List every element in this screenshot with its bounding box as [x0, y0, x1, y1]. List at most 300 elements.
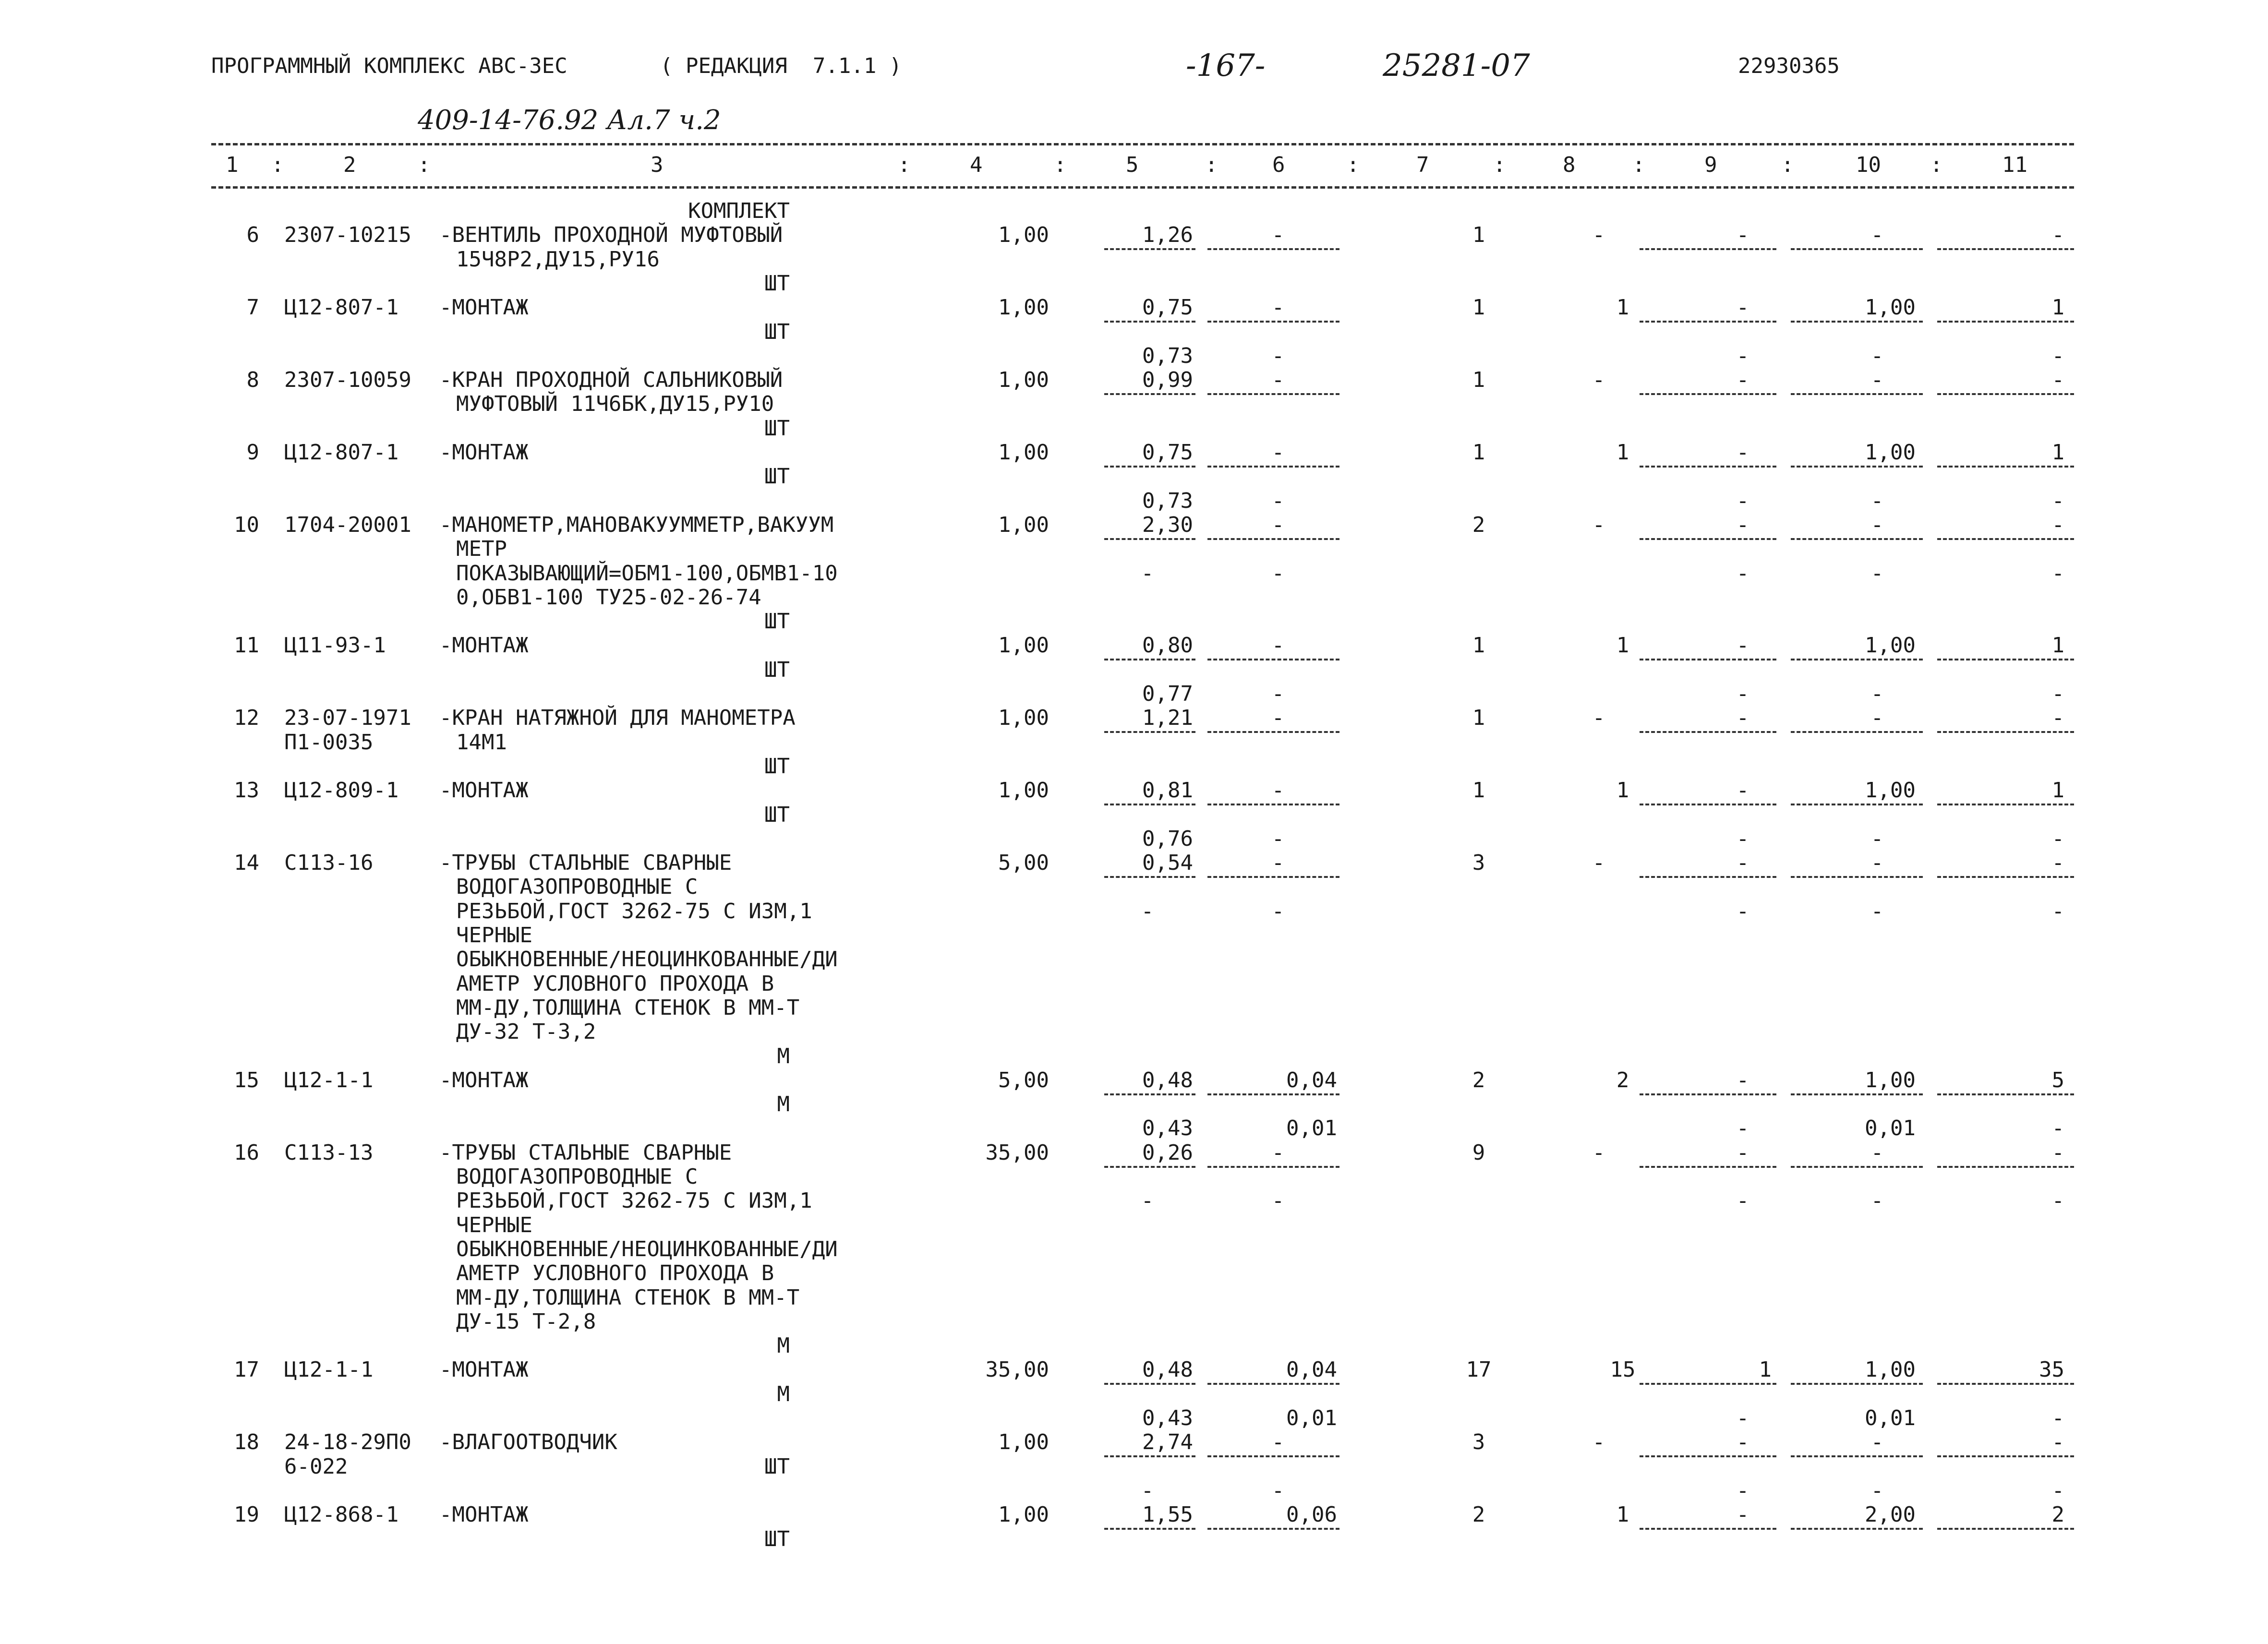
subtotal-rule [1791, 538, 1923, 540]
column-header-7: 7 [1416, 153, 1429, 177]
cell: -ВЛАГООТВОДЧИК [439, 1430, 617, 1455]
subtotal-rule [1640, 466, 1776, 468]
cell: 1 [1616, 633, 1629, 658]
subtotal-rule [1207, 1383, 1339, 1385]
subtotal-rule [1640, 659, 1776, 660]
cell: 2307-10059 [284, 368, 411, 393]
cell: - [1736, 1140, 1749, 1165]
subtotal-rule [1791, 1166, 1923, 1168]
cell: ВОДОГАЗОПРОВОДНЫЕ С [456, 875, 698, 900]
cell: - [1592, 1140, 1605, 1165]
subtotal-rule [1640, 248, 1776, 250]
cell: 2 [1472, 512, 1485, 537]
cell: 1 [1472, 633, 1485, 658]
column-separator: : [1930, 153, 1943, 177]
subtotal-rule [1104, 1166, 1195, 1168]
cell: 14М1 [456, 730, 507, 755]
cell: 17 [234, 1357, 259, 1382]
subtotal-rule [1640, 1093, 1776, 1095]
cell: - [1870, 682, 1884, 706]
subtotal-rule [1791, 1383, 1923, 1385]
header-rule-bottom [211, 186, 2074, 189]
cell: 0,54 [1142, 851, 1193, 876]
cell: Ц12-1-1 [284, 1357, 374, 1382]
subtotal-rule [1104, 466, 1195, 468]
cell: 0,43 [1142, 1116, 1193, 1141]
subtotal-rule [1104, 321, 1195, 323]
subtotal-rule [1937, 393, 2074, 395]
cell: -КРАН ПРОХОДНОЙ САЛЬНИКОВЫЙ [439, 368, 783, 393]
cell: ШТ [764, 464, 790, 489]
cell: 11 [234, 633, 259, 658]
cell: - [1271, 682, 1285, 706]
subtotal-rule [1937, 1455, 2074, 1457]
cell: -МОНТАЖ [439, 1357, 529, 1382]
cell: 0,99 [1142, 368, 1193, 393]
cell: -МОНТАЖ [439, 1502, 529, 1527]
cell: - [2051, 682, 2064, 706]
cell: ММ-ДУ,ТОЛЩИНА СТЕНОК В ММ-Т [456, 995, 800, 1020]
cell: - [1870, 899, 1884, 924]
subtotal-rule [1791, 1093, 1923, 1095]
cell: 14 [234, 851, 259, 876]
subtotal-rule [1937, 804, 2074, 805]
cell: - [1141, 1188, 1154, 1213]
cell: 1 [1472, 295, 1485, 320]
subtotal-rule [1937, 466, 2074, 468]
cell: 1 [1616, 440, 1629, 465]
cell: 1,00 [998, 223, 1049, 248]
subtotal-rule [1207, 804, 1339, 805]
edition-label: ( РЕДАКЦИЯ 7.1.1 ) [660, 54, 902, 78]
cell: 35 [2039, 1357, 2064, 1382]
subtotal-rule [1207, 321, 1339, 323]
cell: 9 [1472, 1140, 1485, 1165]
cell: 1,00 [1865, 633, 1916, 658]
cell: 1 [2051, 295, 2064, 320]
cell: -ТРУБЫ СТАЛЬНЫЕ СВАРНЫЕ [439, 851, 732, 876]
cell: - [1271, 295, 1285, 320]
cell: ММ-ДУ,ТОЛЩИНА СТЕНОК В ММ-Т [456, 1285, 800, 1310]
column-header-4: 4 [970, 153, 983, 177]
cell: ШТ [764, 1526, 790, 1551]
program-title: ПРОГРАММНЫЙ КОМПЛЕКС АВС-3ЕС [211, 54, 567, 78]
cell: - [2051, 223, 2064, 248]
cell: - [1271, 343, 1285, 368]
cell: - [1736, 633, 1749, 658]
subtotal-rule [1791, 876, 1923, 878]
cell: - [1870, 851, 1884, 876]
cell: 1,00 [998, 295, 1049, 320]
cell: - [1736, 1188, 1749, 1213]
cell: ШТ [764, 609, 790, 634]
cell: 6 [246, 223, 259, 248]
cell: - [1271, 826, 1285, 851]
column-header-9: 9 [1704, 153, 1717, 177]
page-number: -167- [1186, 48, 1266, 84]
subtotal-rule [1640, 1383, 1776, 1385]
subtotal-rule [1207, 731, 1339, 733]
cell: - [2051, 561, 2064, 586]
cell: 9 [246, 440, 259, 465]
cell: 12 [234, 706, 259, 731]
cell: 1 [1472, 778, 1485, 803]
cell: - [2051, 512, 2064, 537]
cell: - [1736, 440, 1749, 465]
cell: ОБЫКНОВЕННЫЕ/НЕОЦИНКОВАННЫЕ/ДИ [456, 947, 838, 972]
cell: 1 [2051, 440, 2064, 465]
cell: ШТ [764, 657, 790, 682]
cell: Ц12-1-1 [284, 1068, 374, 1092]
cell: 1,21 [1142, 706, 1193, 731]
cell: С113-16 [284, 851, 374, 876]
cell: 0,43 [1142, 1406, 1193, 1430]
cell: - [1592, 851, 1605, 876]
subtotal-rule [1937, 321, 2074, 323]
subtotal-rule [1207, 659, 1339, 660]
subtotal-rule [1640, 321, 1776, 323]
cell: ШТ [764, 271, 790, 296]
subtotal-rule [1937, 538, 2074, 540]
cell: - [1271, 440, 1285, 465]
column-separator: : [271, 153, 284, 177]
cell: 2,00 [1865, 1502, 1916, 1527]
column-separator: : [1205, 153, 1218, 177]
cell: ШТ [764, 319, 790, 344]
cell: - [1592, 706, 1605, 731]
cell: 23-07-1971 [284, 706, 411, 731]
cell: - [2051, 851, 2064, 876]
cell: - [1271, 223, 1285, 248]
cell: 2 [1616, 1068, 1629, 1092]
cell: ШТ [764, 802, 790, 827]
cell: 35,00 [985, 1357, 1049, 1382]
column-header-10: 10 [1856, 153, 1881, 177]
cell: П1-0035 [284, 730, 374, 755]
cell: 24-18-29П0 [284, 1430, 411, 1455]
subtotal-rule [1640, 731, 1776, 733]
subtotal-rule [1640, 1166, 1776, 1168]
column-header-3: 3 [651, 153, 664, 177]
cell: 1 [1472, 368, 1485, 393]
cell: 2307-10215 [284, 223, 411, 248]
cell: 1,00 [998, 368, 1049, 393]
subtotal-rule [1791, 393, 1923, 395]
subtotal-rule [1207, 1093, 1339, 1095]
column-header-2: 2 [343, 153, 356, 177]
cell: 0,01 [1286, 1116, 1337, 1141]
cell: ЧЕРНЫЕ [456, 923, 532, 948]
cell: -МАНОМЕТР,МАНОВАКУУММЕТР,ВАКУУМ [439, 512, 834, 537]
cell: РЕЗЬБОЙ,ГОСТ 3262-75 С ИЗМ,1 [456, 1188, 812, 1213]
subtotal-rule [1791, 1455, 1923, 1457]
cell: 0,04 [1286, 1357, 1337, 1382]
cell: 1,00 [998, 1430, 1049, 1455]
subtotal-rule [1791, 1528, 1923, 1530]
cell: - [2051, 488, 2064, 513]
cell: 17 [1466, 1357, 1492, 1382]
cell: - [1141, 561, 1154, 586]
cell: 0,04 [1286, 1068, 1337, 1092]
subtotal-rule [1104, 1383, 1195, 1385]
cell: 1,00 [1865, 295, 1916, 320]
cell: - [2051, 1406, 2064, 1430]
subtotal-rule [1104, 876, 1195, 878]
cell: - [2051, 1188, 2064, 1213]
cell: - [1736, 1478, 1749, 1503]
cell: - [1736, 1502, 1749, 1527]
cell: ВОДОГАЗОПРОВОДНЫЕ С [456, 1164, 698, 1189]
cell: 1,00 [998, 778, 1049, 803]
cell: 1,00 [1865, 440, 1916, 465]
column-separator: : [1632, 153, 1645, 177]
subtotal-rule [1937, 876, 2074, 878]
subtotal-rule [1937, 1093, 2074, 1095]
cell: 1 [2051, 633, 2064, 658]
cell: 18 [234, 1430, 259, 1455]
cell: - [1736, 851, 1749, 876]
subtotal-rule [1104, 1093, 1195, 1095]
cell: 1 [2051, 778, 2064, 803]
cell: 0,75 [1142, 295, 1193, 320]
cell: 3 [1472, 851, 1485, 876]
subtotal-rule [1104, 248, 1195, 250]
column-separator: : [1493, 153, 1506, 177]
subtotal-rule [1207, 876, 1339, 878]
cell: С113-13 [284, 1140, 374, 1165]
cell: АМЕТР УСЛОВНОГО ПРОХОДА В [456, 1261, 774, 1286]
cell: 2 [2051, 1502, 2064, 1527]
cell: - [1141, 899, 1154, 924]
cell: ДУ-15 Т-2,8 [456, 1309, 596, 1334]
cell: 3 [1472, 1430, 1485, 1455]
cell: 0,48 [1142, 1068, 1193, 1092]
cell: - [1271, 899, 1285, 924]
column-separator: : [1347, 153, 1360, 177]
cell: 1 [1472, 223, 1485, 248]
cell: 0,75 [1142, 440, 1193, 465]
cell: 1 [1472, 706, 1485, 731]
subtotal-rule [1640, 876, 1776, 878]
cell: - [2051, 1478, 2064, 1503]
cell: - [1736, 1068, 1749, 1092]
cell: 10 [234, 512, 259, 537]
cell: - [1736, 343, 1749, 368]
cell: 6-022 [284, 1454, 348, 1479]
cell: 1,00 [1865, 1357, 1916, 1382]
cell: - [1870, 512, 1884, 537]
column-separator: : [418, 153, 431, 177]
cell: 1,26 [1142, 223, 1193, 248]
cell: Ц12-868-1 [284, 1502, 399, 1527]
cell: - [2051, 1116, 2064, 1141]
cell: - [1271, 706, 1285, 731]
cell: - [1736, 1116, 1749, 1141]
cell: М [777, 1044, 790, 1068]
cell: ШТ [764, 754, 790, 779]
cell: - [1271, 368, 1285, 393]
subtotal-rule [1791, 731, 1923, 733]
cell: - [1736, 512, 1749, 537]
cell: -ТРУБЫ СТАЛЬНЫЕ СВАРНЫЕ [439, 1140, 732, 1165]
cell: ДУ-32 Т-3,2 [456, 1020, 596, 1044]
cell: Ц12-807-1 [284, 295, 399, 320]
cell: 2,74 [1142, 1430, 1193, 1455]
cell: 0,06 [1286, 1502, 1337, 1527]
subtotal-rule [1104, 804, 1195, 805]
cell: 1,00 [1865, 778, 1916, 803]
cell: РЕЗЬБОЙ,ГОСТ 3262-75 С ИЗМ,1 [456, 899, 812, 924]
cell: 1 [1759, 1357, 1772, 1382]
document-number: 25281-07 [1383, 48, 1530, 84]
subtotal-rule [1791, 466, 1923, 468]
project-subtitle: 409-14-76.92 Ал.7 ч.2 [418, 105, 721, 136]
cell: 2 [1472, 1068, 1485, 1092]
cell: - [1736, 826, 1749, 851]
cell: ЧЕРНЫЕ [456, 1212, 532, 1237]
cell: - [2051, 1430, 2064, 1455]
cell: 0,01 [1286, 1406, 1337, 1430]
cell: - [1271, 512, 1285, 537]
cell: - [1736, 1430, 1749, 1455]
cell: 1,55 [1142, 1502, 1193, 1527]
cell: - [1271, 1430, 1285, 1455]
cell: 16 [234, 1140, 259, 1165]
subtotal-rule [1937, 1166, 2074, 1168]
cell: 5 [2051, 1068, 2064, 1092]
subtotal-rule [1791, 321, 1923, 323]
cell: - [2051, 899, 2064, 924]
cell: 1,00 [1865, 1068, 1916, 1092]
cell: 0,80 [1142, 633, 1193, 658]
cell: - [1736, 561, 1749, 586]
cell: - [1870, 343, 1884, 368]
cell: - [1271, 1140, 1285, 1165]
cell: 0,73 [1142, 343, 1193, 368]
cell: - [2051, 343, 2064, 368]
cell: - [1592, 223, 1605, 248]
cell: - [2051, 1140, 2064, 1165]
column-header-8: 8 [1563, 153, 1576, 177]
subtotal-rule [1791, 804, 1923, 805]
subtotal-rule [1640, 804, 1776, 805]
cell: КОМПЛЕКТ [688, 199, 790, 223]
cell: - [1870, 1188, 1884, 1213]
subtotal-rule [1104, 393, 1195, 395]
cell: - [1592, 368, 1605, 393]
column-separator: : [1781, 153, 1794, 177]
cell: 19 [234, 1502, 259, 1527]
cell: - [1271, 561, 1285, 586]
subtotal-rule [1207, 393, 1339, 395]
cell: - [1870, 488, 1884, 513]
cell: 7 [246, 295, 259, 320]
cell: -МОНТАЖ [439, 633, 529, 658]
cell: 0,73 [1142, 488, 1193, 513]
cell: М [777, 1092, 790, 1117]
subtotal-rule [1791, 248, 1923, 250]
cell: 13 [234, 778, 259, 803]
cell: - [1736, 1406, 1749, 1430]
cell: - [1736, 368, 1749, 393]
cell: М [777, 1333, 790, 1358]
cell: - [1271, 778, 1285, 803]
subtotal-rule [1104, 1455, 1195, 1457]
cell: 2 [1472, 1502, 1485, 1527]
subtotal-rule [1207, 1455, 1339, 1457]
cell: 0,ОБВ1-100 ТУ25-02-26-74 [456, 585, 761, 610]
document-id: 22930365 [1738, 54, 1840, 78]
cell: - [1141, 1478, 1154, 1503]
subtotal-rule [1640, 393, 1776, 395]
subtotal-rule [1937, 731, 2074, 733]
cell: 0,01 [1865, 1116, 1916, 1141]
cell: - [1736, 899, 1749, 924]
cell: - [1592, 512, 1605, 537]
subtotal-rule [1207, 248, 1339, 250]
subtotal-rule [1207, 466, 1339, 468]
cell: 1 [1616, 295, 1629, 320]
cell: - [1592, 1430, 1605, 1455]
subtotal-rule [1937, 248, 2074, 250]
cell: МЕТР [456, 537, 507, 562]
cell: 1,00 [998, 633, 1049, 658]
cell: М [777, 1381, 790, 1406]
cell: 1 [1616, 778, 1629, 803]
cell: - [1870, 826, 1884, 851]
cell: 35,00 [985, 1140, 1049, 1165]
subtotal-rule [1937, 1383, 2074, 1385]
cell: 5,00 [998, 851, 1049, 876]
cell: 15Ч8Р2,ДУ15,РУ16 [456, 247, 660, 272]
cell: ШТ [764, 416, 790, 441]
cell: 0,26 [1142, 1140, 1193, 1165]
cell: - [1736, 488, 1749, 513]
cell: - [1870, 561, 1884, 586]
cell: Ц11-93-1 [284, 633, 386, 658]
cell: - [2051, 706, 2064, 731]
cell: АМЕТР УСЛОВНОГО ПРОХОДА В [456, 971, 774, 996]
cell: -ВЕНТИЛЬ ПРОХОДНОЙ МУФТОВЫЙ [439, 223, 783, 248]
cell: - [1271, 1478, 1285, 1503]
column-header-1: 1 [226, 153, 239, 177]
cell: -МОНТАЖ [439, 440, 529, 465]
cell: - [1736, 778, 1749, 803]
cell: Ц12-807-1 [284, 440, 399, 465]
cell: ОБЫКНОВЕННЫЕ/НЕОЦИНКОВАННЫЕ/ДИ [456, 1236, 838, 1261]
cell: - [1271, 633, 1285, 658]
cell: МУФТОВЫЙ 11Ч6БК,ДУ15,РУ10 [456, 392, 774, 417]
cell: 1 [1472, 440, 1485, 465]
cell: 1 [1616, 1502, 1629, 1527]
cell: - [1736, 295, 1749, 320]
cell: - [2051, 826, 2064, 851]
cell: - [1870, 368, 1884, 393]
cell: 1704-20001 [284, 512, 411, 537]
cell: 0,81 [1142, 778, 1193, 803]
cell: - [1271, 851, 1285, 876]
column-separator: : [1054, 153, 1067, 177]
subtotal-rule [1937, 1528, 2074, 1530]
cell: ШТ [764, 1454, 790, 1479]
cell: 1,00 [998, 706, 1049, 731]
subtotal-rule [1640, 1528, 1776, 1530]
subtotal-rule [1937, 659, 2074, 660]
subtotal-rule [1207, 538, 1339, 540]
cell: 0,01 [1865, 1406, 1916, 1430]
cell: 15 [1610, 1357, 1636, 1382]
cell: - [1870, 1478, 1884, 1503]
